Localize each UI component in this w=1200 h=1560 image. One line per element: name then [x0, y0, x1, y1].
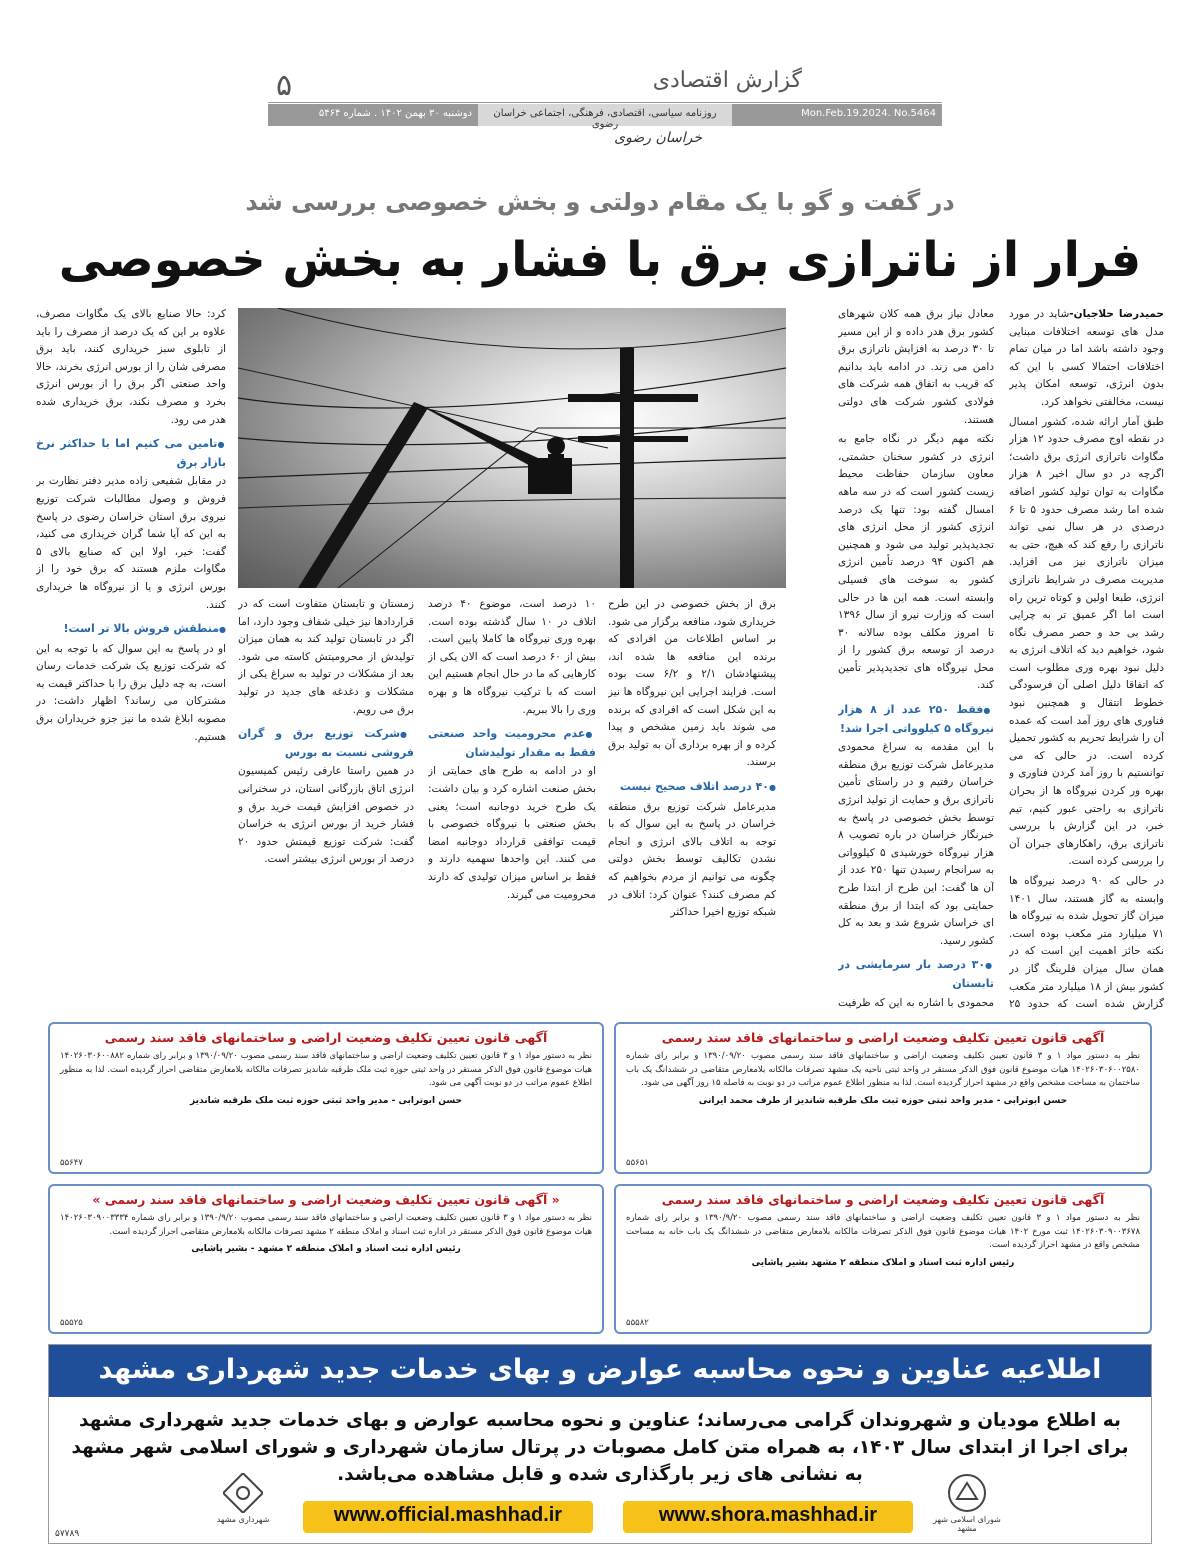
article-column-5 — [238, 596, 414, 1012]
shora-logo-icon — [947, 1473, 987, 1513]
paragraph: در مقابل شفیعی زاده مدیر دفتر نظارت بر فروش و وصول مطالبات شرکت توزیع نیروی برق استان خراسان رضوی در پاسخ به این که آیا شما گران خریداری می کنید، گفت: خیر، اولا این که صنایع بالای ۵ مگاوات ملزم هستند که برق خود را از بورس انرژی و یا از نیروگاه ها خریداری کنند. — [36, 475, 226, 611]
paragraph: معادل نیاز برق همه کلان شهرهای کشور برق هدر داده و از این مسیر تا ۳۰ درصد به افزایش ناترازی برق دامن می زند. در ادامه باید بدانیم که قریب به اتفاق همه شرکت های فولادی کشور شرکت های دولتی هستند. — [838, 308, 994, 426]
header-info-bar — [268, 104, 942, 130]
subheading: ● ۳۰ درصد بار سرمایشی در تابستان — [838, 956, 994, 992]
article-column-1 — [1009, 306, 1164, 1012]
banner-text: به اطلاع مودیان و شهروندان گرامی می‌رساند؛ عناوین و نحوه محاسبه عوارض و بهای خدمات جدید شهرداری مشهد برای اجرا از ابتدای سال ۱۴۰۳، به همراه متن کامل مصوبات در پرتال سازمان شهرداری و شورای اسلامی شهر مشهد به نشانی های زیر بارگذاری شده و قابل مشاهده می‌باشد. — [71, 1410, 1129, 1485]
ad-code: ۵۵۶۵۱ — [626, 1158, 649, 1168]
article-photo — [238, 308, 786, 588]
paragraph: مدیرعامل شرکت توزیع برق منطقه خراسان در پاسخ به این سوال که با توجه به اتلاف بالای انرژی و انجام نشدن تکالیف توسط بخش دولتی چگونه می توانیم از مردم بخواهیم که کم مصرف کنند؟ عنوان کرد: اتلاف در شبکه توزیع اخیرا حداکثر — [608, 800, 776, 919]
paragraph: محمودی با اشاره به این که ظرفیت — [838, 996, 994, 1009]
official-url-link[interactable]: www.official.mashhad.ir — [303, 1501, 593, 1533]
paragraph: در همین راستا عارفی رئیس کمیسیون انرژی اتاق بازرگانی استان، در سخنرانی در خصوص افزایش قیمت خرید برق و فشار خرید از بورس انرژی به خراسان گفت: شرکت توزیع قیمتش حدود ۲۰ درصد از بورس انرژی بیشتر است. — [238, 765, 414, 866]
header-date-fa: دوشنبه ۳۰ بهمن ۱۴۰۲ . شماره ۵۴۶۴ — [268, 104, 478, 126]
ad-signature: حسن ابوترابی - مدیر واحد ثبتی حوزه ثبت ملک طرقبه شاندیز — [190, 1095, 462, 1106]
section-title: گزارش اقتصادی — [652, 68, 802, 93]
article-headline: فرار از ناترازی برق با فشار به بخش خصوصی — [58, 232, 1142, 288]
shora-emblem-icon — [933, 1473, 1001, 1539]
municipality-emblem-label: شهرداری مشهد — [216, 1515, 270, 1524]
header-divider — [268, 102, 942, 103]
subheading: ● تامین می کنیم اما با حداکثر نرخ بازار برق — [36, 435, 226, 471]
municipality-logo-icon — [223, 1473, 263, 1513]
ad-body: نظر به دستور مواد ۱ و ۳ قانون تعیین تکلیف وضعیت اراضی و ساختمانهای فاقد سند رسمی مصوب ۱۳۹۰/۹/۲۰ و برابر رای شماره ۱۴۰۲۶۰۳۰۹۰۰۳۶۷۸ ثبت مورخ ۱۴۰۲ هیات موضوع قانون فوق الذکر تصرفات مالکانه بلامعارض متقاضی در ششدانگ یک باب خانه به مساحت مشخص واقع در مشهد احراز گردیده است. — [626, 1213, 1141, 1250]
ad-title: آگهی قانون تعیین تکلیف وضعیت اراضی و ساختمانهای فاقد سند رسمی — [104, 1030, 548, 1045]
legal-notice-ad — [614, 1184, 1152, 1334]
article-column-4 — [428, 596, 596, 1012]
paragraph: او در پاسخ به این سوال که با توجه به این که شرکت توزیع یک شرکت خدمات رسان است، به چه دلیل برق را با حداکثر قیمت به مشترکان می رساند؟ اظهار داشت: در مصوبه ابلاغ شده ما نیز جزو خریداران برق هستیم. — [36, 642, 226, 743]
author-name: حمیدرضا حلاجیان- — [1069, 308, 1164, 320]
subheading: ● منطقش فروش بالا تر است! — [36, 620, 226, 639]
header-tagline: روزنامه سیاسی، اقتصادی، فرهنگی، اجتماعی خراسان رضوی — [478, 104, 732, 126]
ad-signature: رئیس اداره ثبت اسناد و املاک منطقه ۲ مشهد بشیر پاشایی — [751, 1257, 1015, 1268]
ad-code: ۵۵۵۸۲ — [626, 1318, 649, 1328]
article-column-6 — [36, 306, 226, 1012]
ad-title: آگهی قانون تعیین تکلیف وضعیت اراضی و ساختمانهای فاقد سند رسمی — [661, 1030, 1105, 1045]
article-column-2 — [838, 306, 994, 1012]
ad-body: نظر به دستور مواد ۱ و ۳ قانون تعیین تکلیف وضعیت اراضی و ساختمانهای فاقد سند رسمی مصوب ۱۳۹۰/۹/۲۰ و برابر رای شماره ۱۴۰۲۶۰۳۰۹۰۰۳۳۳۴ هیات موضوع قانون فوق الذکر مستقر در اداره ثبت اسناد و املاک منطقه ۲ مشهد تصرفات مالکانه بلامعارض متقاضی احراز گردیده است. — [60, 1213, 593, 1237]
paragraph: ۱۰ درصد است، موضوع ۴۰ درصد اتلاف در ۱۰ سال گذشته بوده است. بهره وری نیروگاه ها کاملا پایین است. بیش از ۶۰ درصد است که الان یکی از کارهایی که ما در حال انجام هستیم این است که با ترکیب نیروگاه ها و بهره وری را بالا ببریم. — [428, 598, 596, 716]
ad-body: نظر به دستور مواد ۱ و ۳ قانون تعیین تکلیف وضعیت اراضی و ساختمانهای فاقد سند رسمی مصوب ۱۳۹۰/۰۹/۲۰ و برابر رای شماره ۱۴۰۲۶۰۳۰۶۰۰۲۵۸۰ هیات موضوع قانون فوق الذکر مستقر در واحد ثبتی ناحیه یک مشهد تصرفات مالکانه بلامعارض متقاضی در ششدانگ یک باب ساختمان به مساحت مشخص واقع در مشهد احراز گردیده است. لذا به منظور اطلاع عموم مراتب در دو نوبت به فاصله ۱۵ روز آگهی می شود. — [626, 1051, 1140, 1088]
ad-signature: رئیس اداره ثبت اسناد و املاک منطقه ۲ مشهد - بشیر پاشایی — [191, 1244, 461, 1254]
ad-title: « آگهی قانون تعیین تکلیف وضعیت اراضی و ساختمانهای فاقد سند رسمی » — [92, 1192, 560, 1207]
ad-signature: حسن ابوترابی - مدیر واحد ثبتی حوزه ثبت ملک طرقبه شاندیز از طرف محمد ایرانی — [698, 1095, 1068, 1106]
paragraph: در حالی که ۹۰ درصد نیروگاه ها وابسته به گاز هستند، سال ۱۴۰۱ میزان گاز تحویل شده به نیروگاه ها ۷۱ میلیارد متر مکعب بوده است. نکته حائز اهمیت این است که در همان سال میزان فلرینگ گاز در کشور بیش از ۱۸ میلیارد متر مکعب گزارش شده است که حدود ۲۵ — [1009, 875, 1164, 1011]
article-kicker: در گفت و گو با یک مقام دولتی و بخش خصوصی بررسی شد — [245, 188, 955, 216]
paragraph: طبق آمار ارائه شده، کشور امسال در نقطه اوج مصرف حدود ۱۲ هزار مگاوات ناترازی انرژی برق داشت؛ اگرچه در دو سال اخیر ۸ هزار مگاوات به توان تولید کشور اضافه شده اما رشد مصرف حدود ۵ تا ۶ درصدی در هر سال نمی تواند ناترازی را رفع کند که هیچ، حتی به میزان ناترازی نیز می افزاید. مدیریت مصرف در شرایط ناترازی انرژی، طبعا اولین و کوتاه ترین راه است اما اگر عمیق تر به چرایی رشد بی حد و حصر مصرف نگاه شود، خواهیم دید که اتلاف انرژی به دلیل نبود بهره وری مطلوب است که اتفاقا دلیل اصلی آن فرسودگی خطوط انتقال و همچنین نبود فناوری های روز آمد است که عمده آن را شرایط تحریم به کشور تحمیل کرده است. در حالی که می توانستیم با روز آمد کردن فناوری و بهره ور کردن نیروگاه ها از بحران ناترازی به راحتی عبور کنیم، تیم خبر، در این گزارش با بررسی ناترازی برق، راهکارهای جبران آن را بررسی کرده است. — [1009, 415, 1164, 868]
ad-code: ۵۵۶۴۷ — [60, 1158, 83, 1168]
municipality-emblem-icon — [209, 1473, 277, 1539]
paragraph: کرد: حالا صنایع بالای یک مگاوات مصرف، علاوه بر این که یک درصد از مصرف را باید از تابلوی سبز خریداری کنند، باید برق مصرفی شان را از بورس انرژی بخرند، حالا واحد صنعتی اگر برق را از بورس انرژی بخرد و مصرف نکند، برق خریداری شده هدر می رود. — [36, 308, 226, 426]
paragraph: زمستان و تابستان متفاوت است که در قراردادها نیز خیلی شفاف وجود دارد، اما اگر در تابستان تولید کند به همان میزان تولیدش از محرومیتش کاسته می شود. بعد از مشکلات در تولید به سراغ یکی از مشکلات و دغدغه های جدید در تولید برق می رویم. — [238, 598, 414, 716]
header-date-en: Mon.Feb.19.2024. No.5464 — [732, 104, 942, 126]
page-header — [268, 62, 942, 152]
page-number: ۵ — [276, 68, 293, 103]
article-column-3 — [608, 596, 776, 1012]
banner-heading: اطلاعیه عناوین و نحوه محاسبه عوارض و بهای خدمات جدید شهرداری مشهد — [49, 1345, 1151, 1397]
shora-url-link[interactable]: www.shora.mashhad.ir — [623, 1501, 913, 1533]
paragraph: برق از بخش خصوصی در این طرح خریداری شود، منافعه برگزار می شود. بر اساس اطلاعات من افرادی که برنده این منافعه ها شده اند، پیشنهادشان ۲/۱ و ۶/۲ ست بوده است. فرایند اجرایی این نیروگاه ها نیز به این شکل است که افرادی که برنده می شوند باید زمین مشخص و پیدا کرده و از بهره برداری آن به تولید برق برسند. — [608, 598, 776, 769]
paragraph: با این مقدمه به سراغ محمودی مدیرعامل شرکت توزیع برق منطقه خراسان رفتیم و در راستای تأمین ناترازی برق و حمایت از تولید انرژی توسط بخش خصوصی در پاسخ به خبرنگار خراسان در باره تصویب ۸ هزار نیروگاه خورشیدی ۵ کیلوواتی به سرانجام رسیدن تنها ۲۵۰ عدد از آن ها گفت: این طرح از ابتدا طرح حمایتی بود که ابتدا از برق منطقه ای خراسان شروع شد و بعد به کل کشور رسید. — [838, 741, 994, 947]
newspaper-logo: خراسان رضوی — [614, 130, 702, 146]
subheading: ● شرکت توزیع برق و گران فروشی نسبت به بورس — [238, 725, 414, 761]
paragraph: نکته مهم دیگر در نگاه جامع به انرژی در کشور سخنان حشمتی، معاون سازمان حفاظت محیط زیست کشور است که در سه ماهه امسال گفته بود: تنها یک درصد انرژی کشور از محل انرژی های تجدیدپذیر تولید می شود و همچنین هم اکنون ۹۴ درصد تأمین انرژی کشور به سوخت های فسیلی وابسته است. همه این ها در حالی است که وزارت نیرو از سال ۱۳۹۶ تا امروز مکلف بوده سالانه ۳۰ درصد از توسعه برق کشور را از محل نیروگاه های تجدیدپذیر تأمین کند. — [838, 433, 994, 692]
lineman-pole-silhouette-icon — [238, 308, 786, 588]
legal-notice-ad — [48, 1022, 604, 1174]
paragraph: او در ادامه به طرح های حمایتی از بخش صنعت اشاره کرد و بیان داشت: یک طرح خرید دوجانبه است؛ یعنی بخش صنعتی با نیروگاه خصوصی با قیمت توافقی قرارداد دوجانبه امضا می کنند. این واحدها سهمیه دارند و فقط بر اساس میزان تولیدی که دارند محرومیت می گیرند. — [428, 765, 596, 901]
subheading: ● ۴۰ درصد اتلاف صحیح نیست — [608, 778, 776, 797]
subheading: ● فقط ۲۵۰ عدد از ۸ هزار نیروگاه ۵ کیلوواتی اجرا شد! — [838, 701, 994, 737]
paragraph: شاید در مورد مدل های توسعه اختلافات مبنایی وجود داشته باشد اما در میان تمام اختلافات احتمالا کسی با این که بدون انرژی، توسعه امکان پذیر نیست، مخالفتی نخواهد کرد. — [1009, 308, 1164, 408]
legal-notice-ad — [48, 1184, 604, 1334]
shora-emblem-label: شورای اسلامی شهر مشهد — [933, 1515, 1001, 1533]
subheading: ● عدم محرومیت واحد صنعتی فقط به مقدار تولیدشان — [428, 725, 596, 761]
banner-code: ۵۷۷۸۹ — [55, 1529, 80, 1539]
ad-title: آگهی قانون تعیین تکلیف وضعیت اراضی و ساختمانهای فاقد سند رسمی — [661, 1192, 1105, 1207]
ad-body: نظر به دستور مواد ۱ و ۳ قانون تعیین تکلیف وضعیت اراضی و ساختمانهای فاقد سند رسمی مصوب ۱۳۹۰/۰۹/۲۰ و برابر رای شماره ۱۴۰۲۶۰۳۰۶۰۰۸۸۲ هیات موضوع قانون فوق الذکر مستقر در واحد ثبتی حوزه ثبت ملک طرقبه شاندیز تصرفات مالکانه بلامعارض متقاضی احراز گردیده است. لذا به منظور اطلاع عموم مراتب در دو نوبت آگهی می شود. — [60, 1051, 592, 1088]
ad-code: ۵۵۵۲۵ — [60, 1318, 83, 1328]
municipality-banner — [48, 1344, 1152, 1544]
legal-notice-ad — [614, 1022, 1152, 1174]
